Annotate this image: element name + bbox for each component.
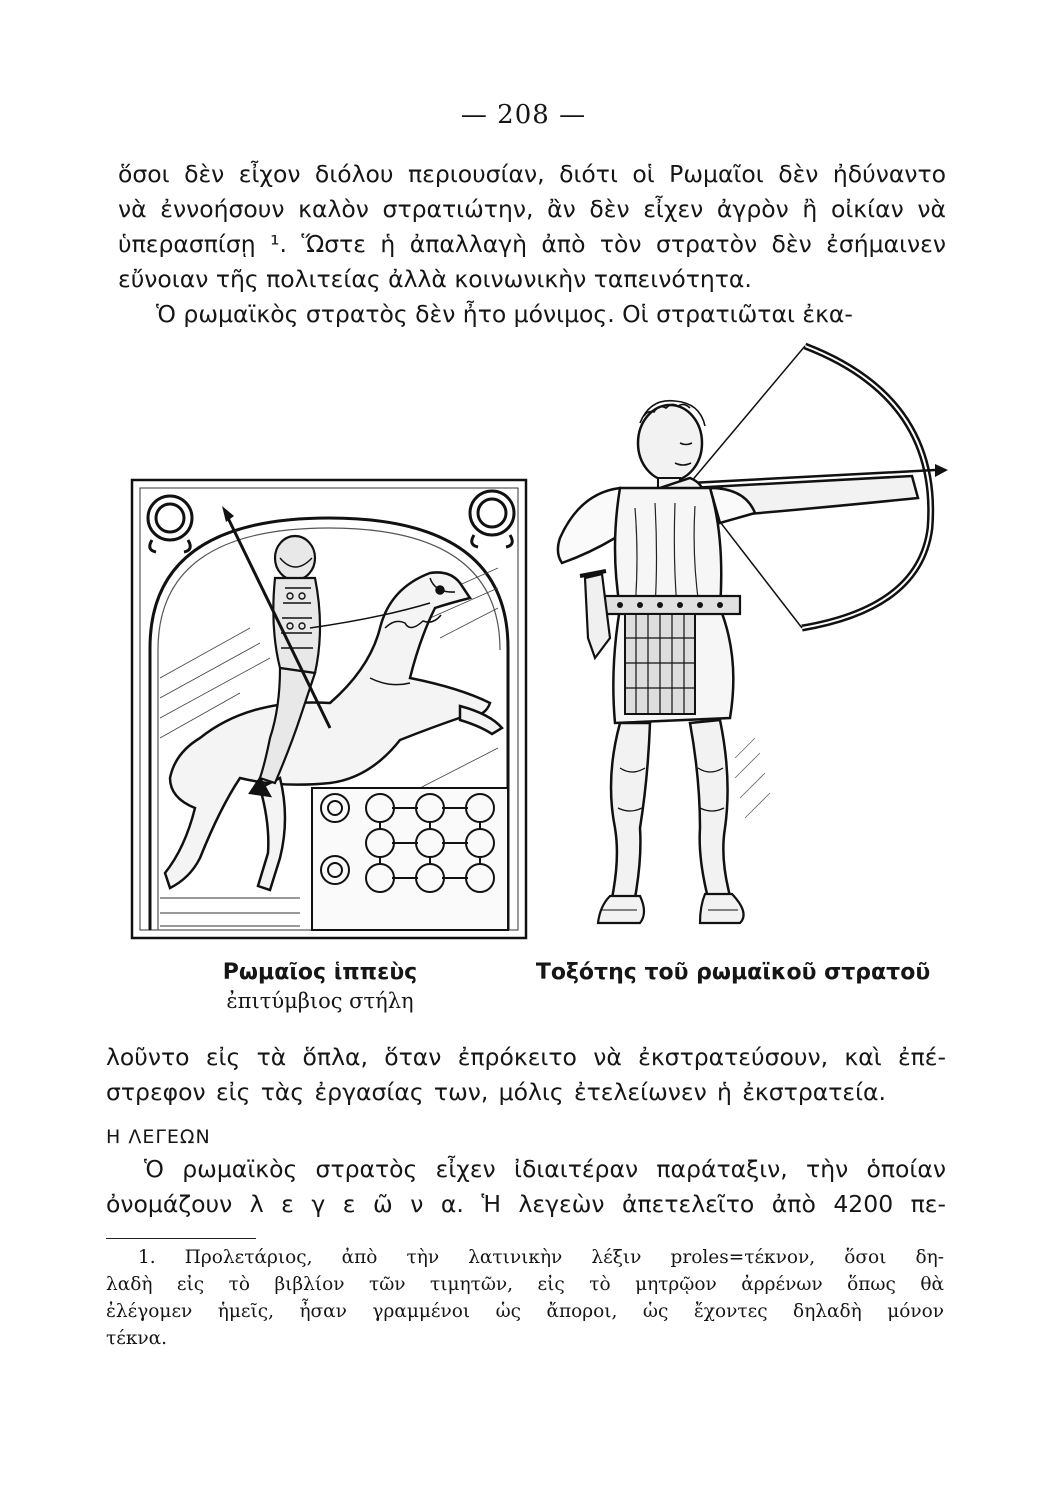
text-line: εὔνοιαν τῆς πολιτείας ἀλλὰ κοινωνικὴν ταπεινότητα.	[118, 265, 752, 293]
paragraph-legion	[106, 1152, 946, 1222]
archer-caption	[518, 960, 948, 985]
horseman-caption	[200, 960, 440, 1013]
text-line: λοῦντο εἰς τὰ ὅπλα, ὅταν ἐπρόκειτο νὰ ἐκστρατεύσουν, καὶ ἐπέ-	[106, 1043, 946, 1071]
text-line: ὀνομάζουν λ ε γ ε ῶ ν α. Ἡ λεγεὼν ἀπετελεῖτο ἀπὸ 4200 πε-	[106, 1190, 946, 1218]
caption-subtitle: ἐπιτύμβιος στήλη	[226, 989, 414, 1013]
text-line: ὑπερασπίσῃ ¹. Ὥστε ἡ ἀπαλλαγὴ ἀπὸ τὸν στρατὸν δὲν ἐσήμαινεν	[118, 230, 946, 258]
roman-archer-illustration	[540, 338, 960, 942]
text-line: νὰ ἐννοήσουν καλὸν στρατιώτην, ἂν δὲν εἶχεν ἀγρὸν ἢ οἰκίαν νὰ	[118, 195, 946, 223]
text-line: ὅσοι δὲν εἶχον διόλου περιουσίαν, διότι οἱ Ρωμαῖοι δὲν ἠδύναντο	[118, 160, 946, 188]
footnote-line: λαδὴ εἰς τὸ βιβλίον τῶν τιμητῶν, εἰς τὸ μητρῷον ἀρρένων ὅπως θὰ	[106, 1274, 944, 1295]
footnote-line: ἐλέγομεν ἡμεῖς, ἦσαν γραμμένοι ὡς ἄποροι, ὡς ἔχοντες δηλαδὴ μόνον	[106, 1301, 944, 1322]
footnote-line: 1. Προλετάριος, ἀπὸ τὴν λατινικὴν λέξιν proles=τέκνον, ὅσοι δη-	[138, 1247, 944, 1268]
text-line: Ὁ ρωμαϊκὸς στρατὸς εἶχεν ἰδιαιτέραν παράταξιν, τὴν ὁποίαν	[144, 1155, 946, 1183]
footnote	[106, 1244, 944, 1352]
footnote-divider	[106, 1238, 256, 1239]
text-line: Ὁ ρωμαϊκὸς στρατὸς δὲν ἦτο μόνιμος. Οἱ στρατιῶται ἐκα-	[156, 300, 853, 328]
paragraph-continuation	[106, 1040, 946, 1110]
paragraph-opening	[118, 157, 946, 332]
footnote-line: τέκνα.	[106, 1328, 168, 1349]
section-heading: Η ΛΕΓΕΩΝ	[106, 1126, 211, 1148]
roman-horseman-stele-illustration	[130, 478, 528, 940]
caption-title: Τοξότης τοῦ ρωμαϊκοῦ στρατοῦ	[535, 960, 931, 985]
caption-title: Ρωμαῖος ἱππεὺς	[222, 960, 418, 985]
page-number: — 208 —	[460, 100, 587, 130]
text-line: στρεφον εἰς τὰς ἐργασίας των, μόλις ἐτελείωνεν ἡ ἐκστρατεία.	[106, 1078, 886, 1106]
